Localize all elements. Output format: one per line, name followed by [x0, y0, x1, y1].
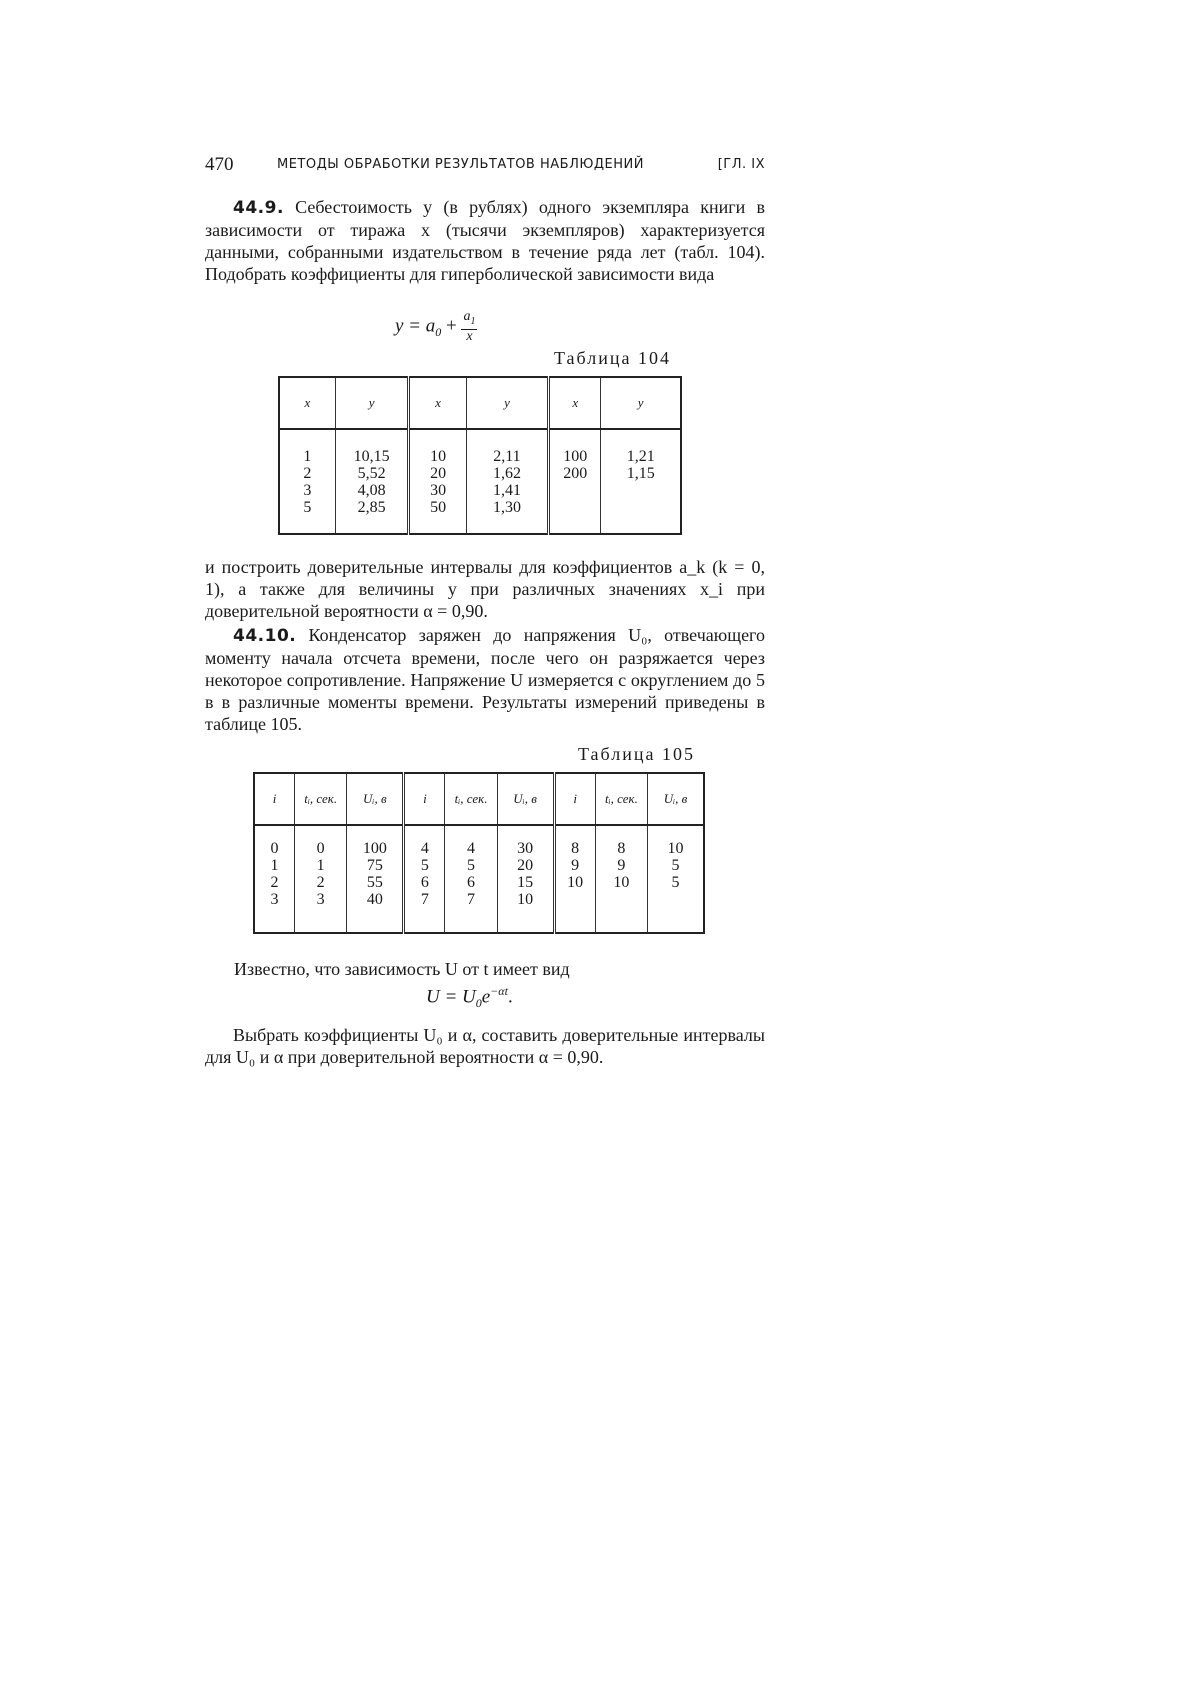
formula-lhs: U = U: [426, 986, 476, 1008]
table-cell-value: 15: [517, 874, 534, 891]
table-cell-value: 1,41: [492, 482, 521, 499]
table-cell-value: 1,21: [626, 448, 655, 465]
table-104: [278, 376, 682, 535]
table-cell-value: 5: [467, 857, 476, 874]
table-column: [549, 429, 601, 534]
table-cell-value: 20: [517, 857, 534, 874]
table-cell-value: 1,30: [492, 499, 521, 516]
table-cell-value: 1: [303, 448, 312, 465]
table-header-cell: Uᵢ, в: [347, 773, 404, 825]
problem-44-9-continuation: и построить доверительные интервалы для коэффициентов a_k (k = 0, 1), а также для величины y при различных значениях x_i при доверительной вероятности α = 0,90.: [205, 557, 765, 621]
page-header: [205, 154, 765, 178]
table-cell-value: 8: [617, 840, 626, 857]
table-cell-value: 75: [366, 857, 383, 874]
table-column: [279, 429, 335, 534]
exponential-formula: [426, 984, 513, 1011]
table-header-cell: tᵢ, сек.: [445, 773, 497, 825]
table-header-cell: Uᵢ, в: [497, 773, 554, 825]
table-cell-value: 2: [316, 874, 325, 891]
table-column: [497, 825, 554, 933]
task-text: Выбрать коэффициенты U₀ и α, составить доверительные интервалы для U₀ и α при доверительной вероятности α = 0,90.: [205, 1025, 765, 1067]
table-cell-value: 5: [303, 499, 312, 516]
table-cell-value: 4: [467, 840, 476, 857]
table-header-cell: x: [409, 377, 466, 429]
table-cell-value: 9: [571, 857, 580, 874]
table-cell-value: 100: [362, 840, 387, 857]
table-column: [347, 825, 404, 933]
problem-number: 44.9.: [233, 198, 284, 218]
table-cell-value: 5: [671, 857, 680, 874]
problem-44-9-statement: [205, 196, 765, 285]
table-cell-value: 3: [316, 891, 325, 908]
hyperbolic-formula: [395, 310, 477, 344]
table-column: [466, 429, 548, 534]
table-cell-value: 1,15: [626, 465, 655, 482]
fraction-numerator: a: [463, 309, 471, 324]
table-column: [335, 429, 409, 534]
table-header-cell: i: [404, 773, 445, 825]
table-cell-value: 6: [467, 874, 476, 891]
table-cell-value: 5: [420, 857, 429, 874]
table-column: [404, 825, 445, 933]
table-cell-value: 8: [571, 840, 580, 857]
fraction-numerator-subscript: 1: [470, 315, 476, 327]
table-cell-value: 2,85: [357, 499, 386, 516]
table-cell-value: 5,52: [357, 465, 386, 482]
table-cell-value: 3: [303, 482, 312, 499]
table-cell-value: 4: [420, 840, 429, 857]
fraction-denominator: x: [466, 328, 473, 344]
table-header-cell: x: [549, 377, 601, 429]
table-cell-value: 10: [567, 874, 584, 891]
table-cell-value: 0: [270, 840, 279, 857]
table-cell-value: 2: [303, 465, 312, 482]
formula-subscript: 0: [435, 325, 442, 340]
table-column: [254, 825, 295, 933]
table-105: [253, 772, 705, 934]
table-104-caption: Таблица 104: [554, 348, 671, 368]
table-cell-value: 2: [270, 874, 279, 891]
table-header-cell: x: [279, 377, 335, 429]
running-title: МЕТОДЫ ОБРАБОТКИ РЕЗУЛЬТАТОВ НАБЛЮДЕНИЙ: [277, 157, 644, 172]
table-cell-value: 1: [316, 857, 325, 874]
table-cell-value: 5: [671, 874, 680, 891]
table-header-cell: tᵢ, сек.: [295, 773, 347, 825]
table-cell-value: 9: [617, 857, 626, 874]
table-cell-value: 2,11: [493, 448, 521, 465]
formula-subscript: 0: [475, 996, 482, 1011]
formula-period: .: [507, 986, 513, 1008]
table-cell-value: 10: [430, 448, 447, 465]
table-cell-value: 10: [517, 891, 534, 908]
formula-base: e: [481, 986, 491, 1008]
problem-text: Себестоимость y (в рублях) одного экземпляра книги в зависимости от тиража x (тысячи экземпляров) характеризуется данными, собранными издательством в течение ряда лет (табл. 104). Подобрать коэффициенты для гиперболической зависимости вида: [205, 197, 766, 284]
table-header-cell: tᵢ, сек.: [595, 773, 647, 825]
table-cell-value: 10: [613, 874, 630, 891]
table-cell-value: 1: [270, 857, 279, 874]
table-cell-value: 50: [430, 499, 447, 516]
table-header-cell: y: [601, 377, 681, 429]
problem-number: 44.10.: [233, 626, 297, 646]
table-column: [445, 825, 497, 933]
table-column: [295, 825, 347, 933]
table-cell-value: 1,62: [492, 465, 521, 482]
table-cell-value: 10: [667, 840, 684, 857]
problem-text: Конденсатор заряжен до напряжения U₀, отвечающего моменту начала отсчета времени, после чего он разряжается через некоторое сопротивление. Напряжение U измеряется с округлением до 5 в в различные моменты времени. Результаты измерений приведены в таблице 105.: [205, 625, 765, 734]
known-dependence-text: Известно, что зависимость U от t имеет вид: [234, 959, 570, 979]
table-column: [601, 429, 681, 534]
table-105-caption: Таблица 105: [578, 744, 695, 764]
table-cell-value: 100: [563, 448, 588, 465]
table-cell-value: 20: [430, 465, 447, 482]
problem-44-10-statement: [205, 624, 765, 735]
table-cell-value: 4,08: [357, 482, 386, 499]
table-column: [595, 825, 647, 933]
table-cell-value: 6: [420, 874, 429, 891]
table-cell-value: 7: [467, 891, 476, 908]
table-cell-value: 3: [270, 891, 279, 908]
table-cell-value: 30: [430, 482, 447, 499]
table-cell-value: 55: [366, 874, 383, 891]
table-header-cell: Uᵢ, в: [648, 773, 704, 825]
formula-lhs: y = a: [395, 315, 436, 337]
table-header-cell: i: [254, 773, 295, 825]
formula-plus: +: [441, 315, 462, 337]
formula-fraction: [461, 310, 477, 344]
problem-44-10-task: [205, 1024, 765, 1068]
table-cell-value: 0: [316, 840, 325, 857]
table-cell-value: 30: [517, 840, 534, 857]
table-cell-value: 40: [366, 891, 383, 908]
chapter-reference: [ГЛ. IX: [717, 157, 765, 172]
table-column: [554, 825, 595, 933]
table-column: [409, 429, 466, 534]
page-number: 470: [205, 154, 234, 175]
table-header-cell: i: [554, 773, 595, 825]
table-cell-value: 10,15: [353, 448, 390, 465]
table-header-cell: y: [466, 377, 548, 429]
table-cell-value: 200: [563, 465, 588, 482]
table-column: [648, 825, 704, 933]
table-cell-value: 7: [420, 891, 429, 908]
formula-exponent: −αt: [490, 984, 508, 998]
table-header-cell: y: [335, 377, 409, 429]
